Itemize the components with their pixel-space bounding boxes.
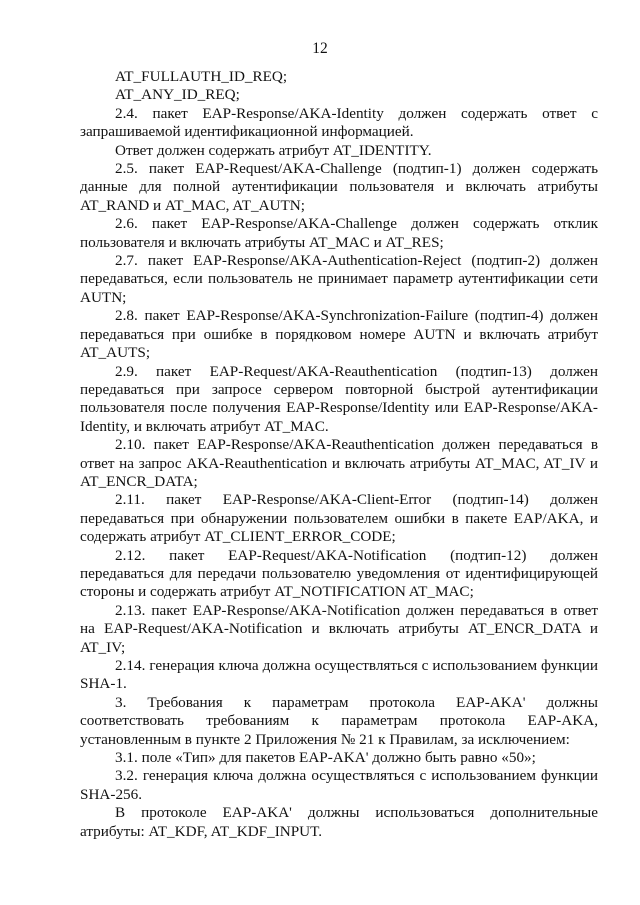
paragraph-2-4: 2.4. пакет EAP-Response/AKA-Identity должен содержать ответ с запрашиваемой идентификационной информацией. — [80, 104, 598, 141]
paragraph-3-2: 3.2. генерация ключа должна осуществляться с использованием функции SHA-256. — [80, 767, 598, 803]
paragraph-identity-response: Ответ должен содержать атрибут AT_IDENTITY. — [115, 141, 432, 159]
paragraph-any-id-req: AT_ANY_ID_REQ; — [115, 86, 240, 104]
paragraph-2-6: 2.6. пакет EAP-Response/AKA-Challenge должен содержать отклик пользователя и включать атрибуты AT_MAC и AT_RES; — [80, 215, 598, 251]
paragraph-additional-attributes: В протоколе EAP-AKA' должны использоваться дополнительные атрибуты: AT_KDF, AT_KDF_INPUT. — [80, 804, 598, 840]
paragraph-2-5: 2.5. пакет EAP-Request/AKA-Challenge (подтип-1) должен содержать данные для полной аутентификации пользователя и включать атрибуты AT_RAND и AT_MAC, AT_AUTN; — [80, 160, 598, 214]
paragraph-2-9: 2.9. пакет EAP-Request/AKA-Reauthentication (подтип-13) должен передаваться при запросе сервером повторной быстрой аутентификации пользователя после получения EAP-Response/Identity или EAP-Response/AKA-Identity, и включать атрибут AT_MAC. — [80, 362, 598, 435]
page-number: 12 — [312, 40, 328, 57]
paragraph-2-12: 2.12. пакет EAP-Request/AKA-Notification (подтип-12) должен передаваться для передачи пользователю уведомления от идентифицирующей стороны и содержать атрибут AT_NOTIFICATION AT_MAC; — [80, 546, 598, 601]
paragraph-3: 3. Требования к параметрам протокола EAP-AKA' должны соответствовать требованиям к параметрам протокола EAP-AKA, установленным в пункте 2 Приложения № 21 к Правилам, за исключением: — [80, 693, 598, 748]
paragraph-2-10: 2.10. пакет EAP-Response/AKA-Reauthentication должен передаваться в ответ на запрос AKA-Reauthentication и включать атрибуты AT_MAC, AT_IV и AT_ENCR_DATA; — [80, 436, 598, 490]
paragraph-3-1: 3.1. поле «Тип» для пакетов EAP-AKA' должно быть равно «50»; — [115, 749, 536, 767]
paragraph-2-11: 2.11. пакет EAP-Response/AKA-Client-Error (подтип-14) должен передаваться при обнаружении пользователем ошибки в пакете EAP/AKA, и содержать атрибут AT_CLIENT_ERROR_CODE; — [80, 491, 598, 546]
paragraph-2-13: 2.13. пакет EAP-Response/AKA-Notification должен передаваться в ответ на EAP-Request/AKA-Notification и включать атрибуты AT_ENCR_DATA и AT_IV; — [80, 601, 598, 656]
document-body — [80, 68, 598, 841]
paragraph-fullauth-id-req: AT_FULLAUTH_ID_REQ; — [115, 68, 288, 85]
paragraph-2-7: 2.7. пакет EAP-Response/AKA-Authentication-Reject (подтип-2) должен передаваться, если пользователь не принимает параметр аутентификации сети AUTN; — [80, 252, 598, 306]
paragraph-2-14: 2.14. генерация ключа должна осуществляться с использованием функции SHA-1. — [80, 657, 598, 693]
paragraph-2-8: 2.8. пакет EAP-Response/AKA-Synchronization-Failure (подтип-4) должен передаваться при ошибке в порядковом номере AUTN и включать атрибут AT_AUTS; — [80, 307, 598, 362]
